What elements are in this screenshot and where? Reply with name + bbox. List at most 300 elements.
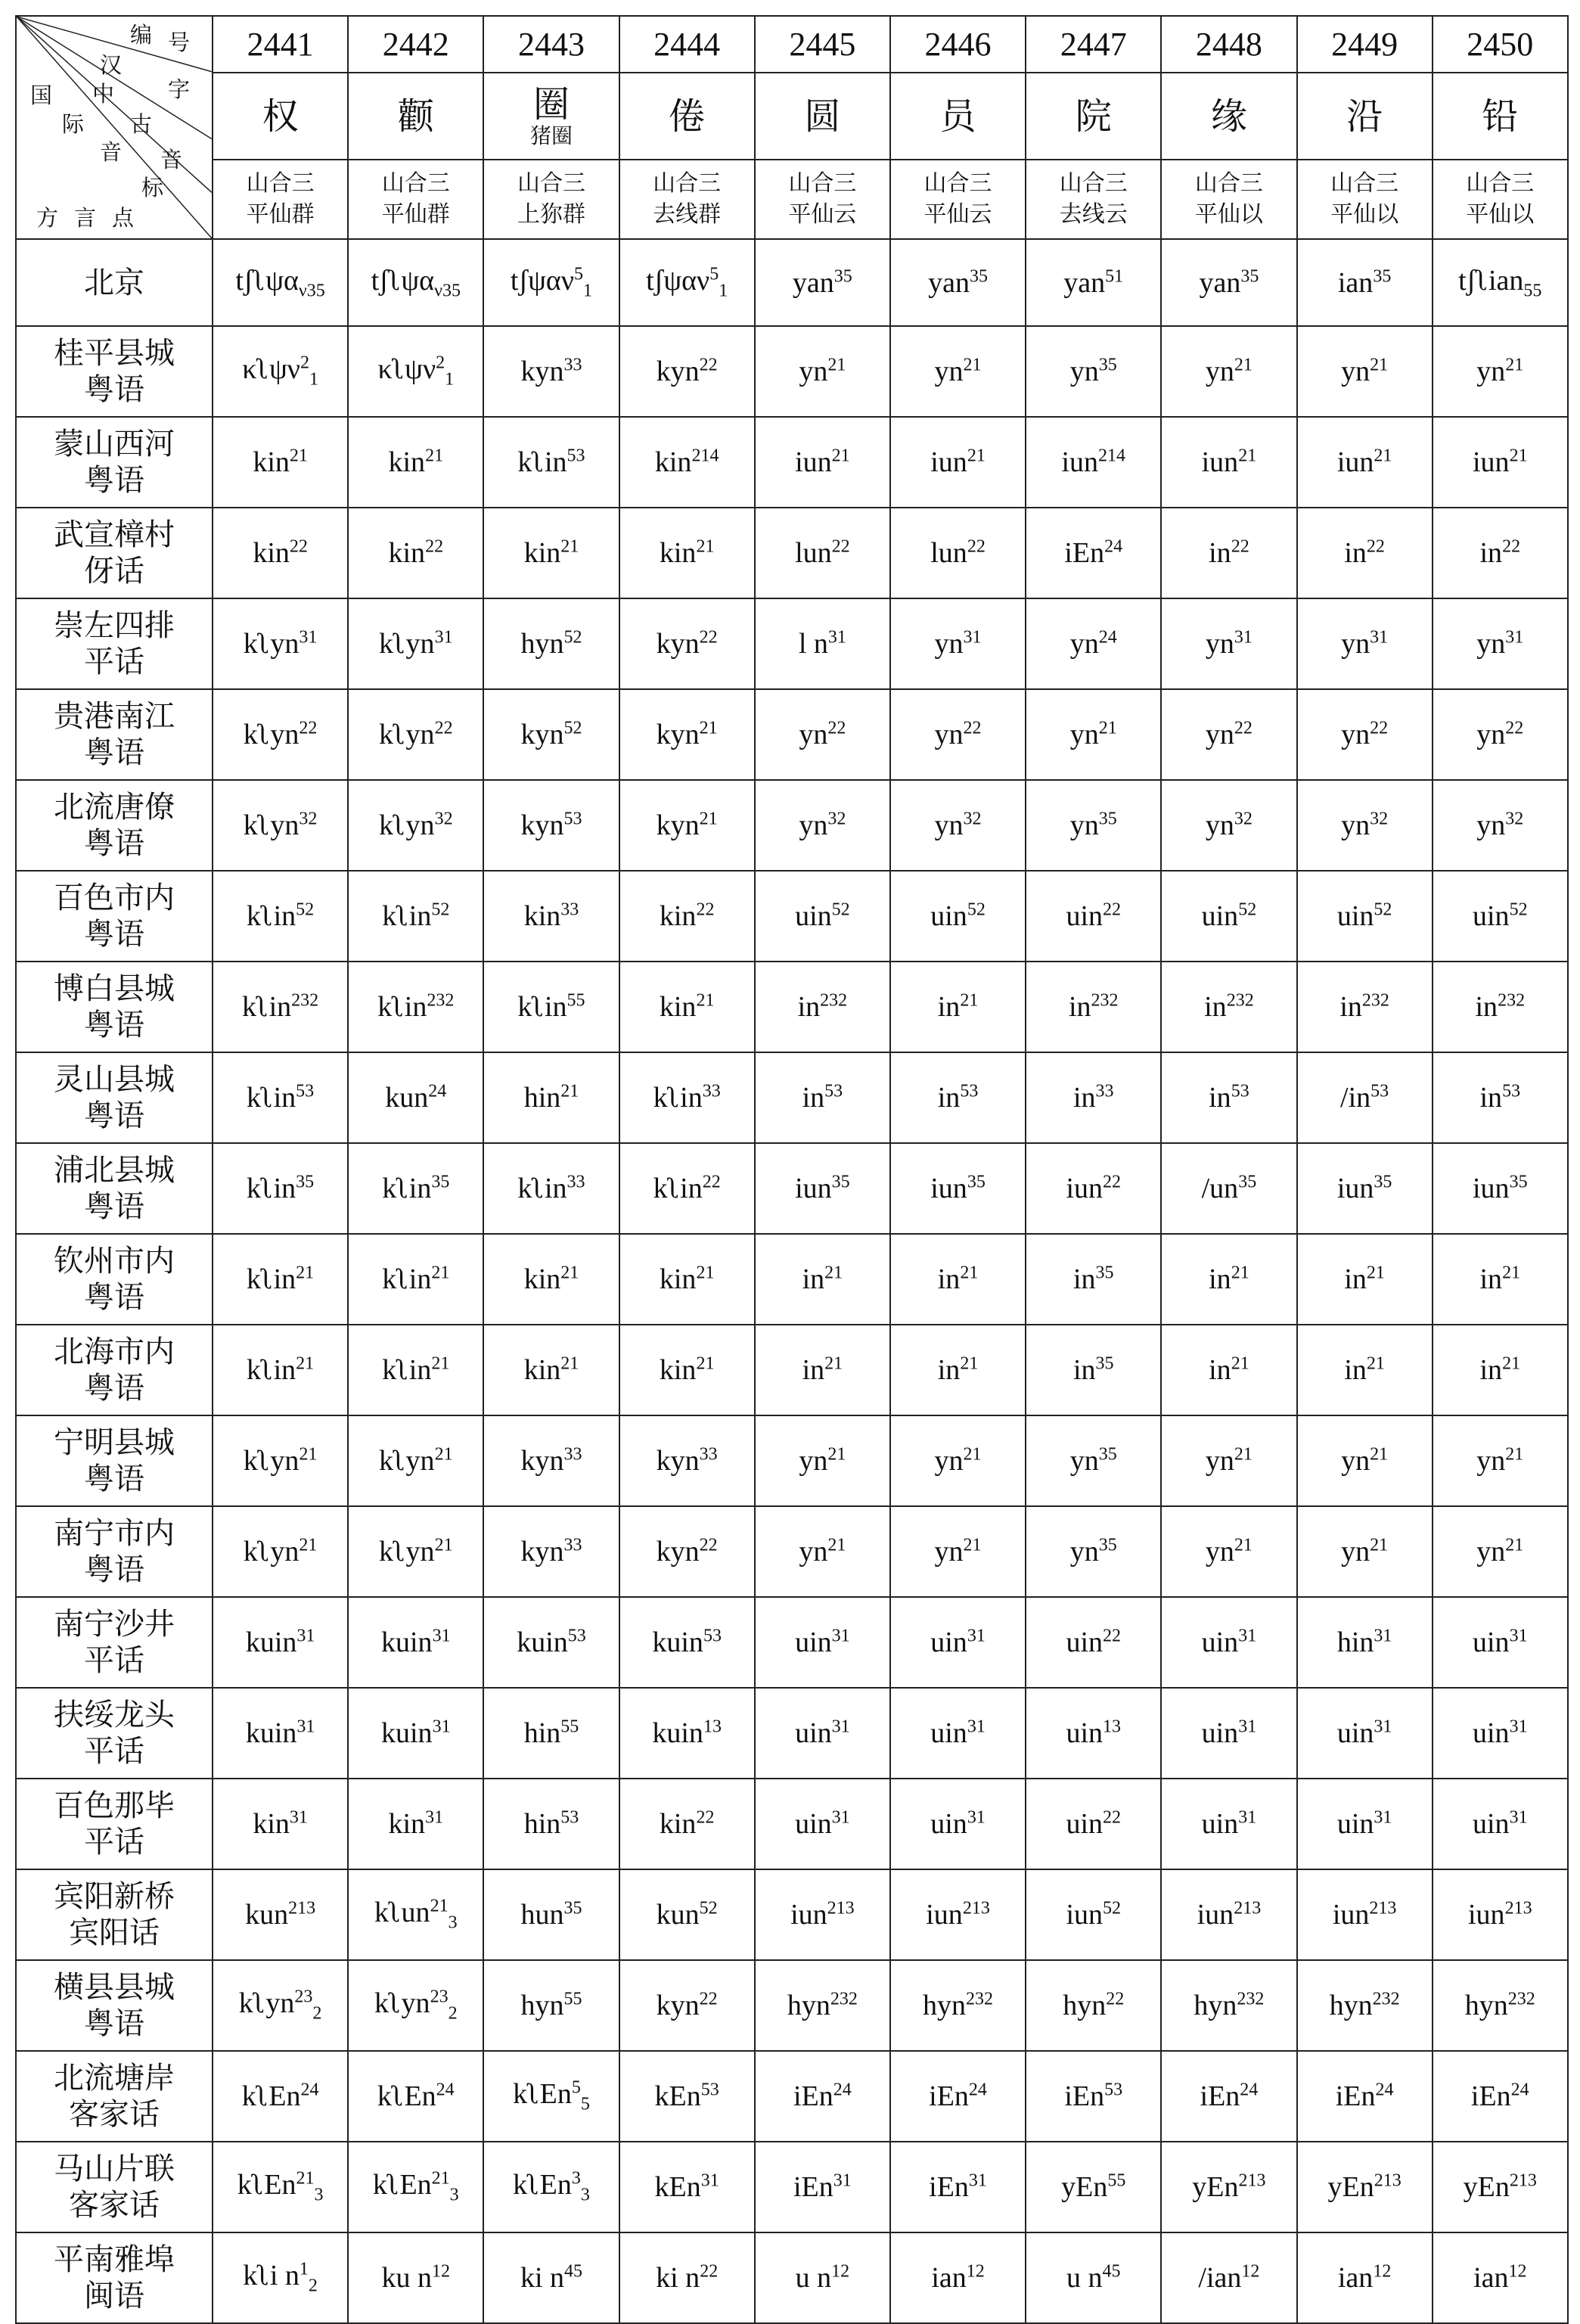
header-char: 铅 bbox=[1482, 95, 1519, 138]
tone-subscript: 1 bbox=[445, 369, 455, 390]
place-name bbox=[16, 417, 213, 508]
place-name bbox=[16, 1143, 213, 1234]
pronunciation-cell bbox=[213, 1779, 348, 1869]
pronunciation-cell bbox=[755, 2232, 890, 2323]
tone-superscript: 53 bbox=[296, 1081, 315, 1101]
tone-superscript: 32 bbox=[299, 809, 318, 829]
pronunciation-base: kyn bbox=[520, 719, 564, 750]
pronunciation-base: hun bbox=[520, 1899, 564, 1931]
place-name-line: 横县县城 bbox=[54, 1970, 175, 2005]
tone-superscript: 12 bbox=[1508, 2261, 1527, 2282]
pronunciation-cell bbox=[755, 871, 890, 962]
pronunciation-base: kʅin bbox=[382, 1263, 432, 1295]
pronunciation-cell bbox=[1433, 2051, 1568, 2142]
pronunciation-cell bbox=[213, 1052, 348, 1143]
pronunciation-base: kin bbox=[659, 900, 697, 932]
table-row bbox=[16, 1234, 1568, 1325]
table-row bbox=[16, 1688, 1568, 1779]
pronunciation-cell bbox=[1026, 1052, 1161, 1143]
place-name-line: 武宣樟村 bbox=[54, 517, 175, 552]
place-name-line: 宾阳话 bbox=[69, 1915, 160, 1950]
pronunciation-base: yn bbox=[799, 719, 828, 750]
tone-superscript: 52 bbox=[1374, 899, 1392, 920]
pronunciation-cell bbox=[1433, 1869, 1568, 1960]
pronunciation-base: in bbox=[937, 1082, 961, 1114]
pronunciation-cell bbox=[1026, 1325, 1161, 1415]
tone-superscript: 31 bbox=[425, 1807, 444, 1828]
pronunciation-base: yn bbox=[799, 1445, 828, 1477]
middle-chinese-line: 平仙云 bbox=[923, 200, 992, 228]
table-row bbox=[16, 1960, 1568, 2051]
pronunciation-cell bbox=[1297, 508, 1433, 598]
tone-superscript: 35 bbox=[431, 1172, 450, 1192]
pronunciation-base: yn bbox=[1205, 719, 1234, 750]
tone-superscript: 22 bbox=[434, 718, 453, 738]
pronunciation-cell bbox=[1297, 1234, 1433, 1325]
pronunciation-cell bbox=[1161, 689, 1296, 780]
header-number-row bbox=[16, 16, 1568, 73]
pronunciation-base: yn bbox=[1205, 809, 1234, 841]
tone-superscript: 22 bbox=[1103, 1626, 1121, 1646]
table-row bbox=[16, 962, 1568, 1052]
pronunciation-cell bbox=[1026, 508, 1161, 598]
pronunciation-cell bbox=[1161, 1415, 1296, 1506]
tone-superscript: 232 bbox=[1372, 1989, 1400, 2009]
pronunciation-base: l n bbox=[798, 628, 828, 660]
pronunciation-cell bbox=[619, 689, 755, 780]
tone-superscript: 21 bbox=[1505, 1535, 1524, 1555]
pronunciation-base: /ian bbox=[1198, 2262, 1242, 2294]
tone-superscript: 21 bbox=[963, 355, 982, 375]
tone-superscript: 21 bbox=[963, 1535, 982, 1555]
pronunciation-cell bbox=[755, 2051, 890, 2142]
header-number: 2444 bbox=[619, 16, 755, 73]
pronunciation-base: yn bbox=[1205, 1536, 1234, 1567]
pronunciation-base: yan bbox=[928, 266, 970, 299]
header-char-cell bbox=[348, 73, 483, 160]
tone-superscript: 21 bbox=[960, 990, 979, 1011]
tone-superscript: 53 bbox=[1502, 1081, 1521, 1101]
pronunciation-cell bbox=[1297, 326, 1433, 417]
tone-superscript: 12 bbox=[1241, 2261, 1260, 2282]
tone-superscript: 31 bbox=[1509, 1717, 1528, 1737]
header-middle-chinese bbox=[619, 160, 755, 239]
pronunciation-base: yn bbox=[934, 719, 964, 750]
tone-subscript: 55 bbox=[1523, 281, 1542, 301]
pronunciation-base: yn bbox=[799, 356, 828, 387]
pronunciation-base: kyn bbox=[656, 628, 700, 660]
tone-superscript: 53 bbox=[1231, 1081, 1249, 1101]
pronunciation-cell bbox=[890, 2232, 1026, 2323]
pronunciation-cell bbox=[1297, 1779, 1433, 1869]
pronunciation-cell bbox=[890, 2142, 1026, 2232]
table-row bbox=[16, 1779, 1568, 1869]
header-middle-chinese bbox=[1433, 160, 1568, 239]
pronunciation-cell bbox=[1161, 1325, 1296, 1415]
pronunciation-cell bbox=[890, 1415, 1026, 1506]
tone-superscript: 31 bbox=[289, 1807, 308, 1828]
tone-superscript: 12 bbox=[831, 2261, 850, 2282]
pronunciation-cell bbox=[755, 780, 890, 871]
tone-superscript: 31 bbox=[963, 627, 982, 648]
tone-superscript: 21 bbox=[696, 990, 715, 1011]
pronunciation-base: kyn bbox=[656, 356, 700, 387]
corner-header bbox=[16, 16, 213, 239]
tone-superscript: 31 bbox=[1238, 1807, 1257, 1828]
pronunciation-cell bbox=[1297, 1506, 1433, 1597]
header-char-cell bbox=[1026, 73, 1161, 160]
place-name-line: 百色市内 bbox=[54, 881, 175, 915]
pronunciation-cell bbox=[348, 1325, 483, 1415]
pronunciation-cell bbox=[1433, 508, 1568, 598]
pronunciation-cell bbox=[1297, 780, 1433, 871]
pronunciation-base: kEn bbox=[654, 2171, 701, 2203]
pronunciation-base: yn bbox=[799, 1536, 828, 1567]
pronunciation-base: tʃψαν bbox=[646, 264, 710, 297]
tone-superscript: 22 bbox=[1103, 1172, 1121, 1192]
pronunciation-cell bbox=[755, 1415, 890, 1506]
tone-superscript: 1 bbox=[299, 2259, 309, 2279]
pronunciation-cell bbox=[483, 1779, 619, 1869]
pronunciation-base: iEn bbox=[793, 2080, 833, 2112]
tone-superscript: 213 bbox=[1369, 1898, 1397, 1919]
place-name-line: 粤语 bbox=[84, 1462, 144, 1496]
pronunciation-base: kʅin bbox=[242, 991, 292, 1023]
tone-subscript: 3 bbox=[448, 1912, 458, 1933]
tone-superscript: 213 bbox=[1238, 2170, 1266, 2191]
header-number: 2446 bbox=[890, 16, 1026, 73]
pronunciation-cell bbox=[1161, 1143, 1296, 1234]
place-name-line: 平话 bbox=[84, 1825, 144, 1860]
pronunciation-cell bbox=[619, 508, 755, 598]
pronunciation-cell bbox=[1161, 1597, 1296, 1688]
pronunciation-base: kʅyn bbox=[378, 1536, 435, 1567]
table-row bbox=[16, 689, 1568, 780]
tone-superscript: 21 bbox=[960, 1353, 979, 1374]
tone-superscript: 31 bbox=[833, 2170, 852, 2191]
tone-superscript: 31 bbox=[831, 1626, 850, 1646]
pronunciation-cell bbox=[348, 1779, 483, 1869]
pronunciation-base: iEn bbox=[1470, 2080, 1511, 2112]
corner-label: 中 bbox=[92, 81, 115, 107]
pronunciation-base: iun bbox=[930, 446, 967, 478]
pronunciation-base: yn bbox=[1476, 719, 1506, 750]
place-name-line: 粤语 bbox=[84, 826, 144, 861]
tone-superscript: 22 bbox=[699, 1535, 718, 1555]
tone-superscript: 232 bbox=[966, 1989, 994, 2009]
tone-superscript: 22 bbox=[967, 536, 986, 557]
pronunciation-base: yn bbox=[1341, 1536, 1370, 1567]
place-name-line: 平话 bbox=[84, 645, 144, 679]
pronunciation-base: kyn bbox=[520, 356, 564, 387]
header-middle-chinese bbox=[755, 160, 890, 239]
tone-superscript: 32 bbox=[1234, 809, 1253, 829]
pronunciation-base: yn bbox=[934, 628, 964, 660]
pronunciation-cell bbox=[755, 1960, 890, 2051]
pronunciation-cell bbox=[619, 2142, 755, 2232]
tone-superscript: 31 bbox=[700, 2170, 719, 2191]
tone-superscript: 21 bbox=[696, 1353, 715, 1374]
pronunciation-base: iun bbox=[1473, 1173, 1510, 1204]
pronunciation-base: hin bbox=[523, 1808, 561, 1840]
tone-superscript: 31 bbox=[831, 1717, 850, 1737]
tone-superscript: 35 bbox=[1240, 266, 1259, 286]
header-middle-chinese bbox=[1026, 160, 1161, 239]
pronunciation-base: /un bbox=[1201, 1173, 1239, 1204]
tone-superscript: 12 bbox=[966, 2261, 985, 2282]
pronunciation-cell bbox=[1297, 239, 1433, 326]
corner-label: 号 bbox=[168, 30, 191, 55]
place-name-line: 扶绥龙头 bbox=[54, 1698, 175, 1732]
pronunciation-cell bbox=[1026, 239, 1161, 326]
pronunciation-base: uin bbox=[1066, 1717, 1103, 1749]
tone-superscript: 213 bbox=[1234, 1898, 1262, 1919]
pronunciation-cell bbox=[1161, 2051, 1296, 2142]
pronunciation-base: in bbox=[1475, 991, 1498, 1023]
tone-superscript: 22 bbox=[831, 536, 850, 557]
pronunciation-cell bbox=[755, 326, 890, 417]
pronunciation-cell bbox=[213, 239, 348, 326]
pronunciation-cell bbox=[213, 1325, 348, 1415]
tone-superscript: 22 bbox=[696, 899, 715, 920]
pronunciation-cell bbox=[483, 239, 619, 326]
pronunciation-base: κʅψν bbox=[377, 353, 436, 386]
pronunciation-cell bbox=[1026, 326, 1161, 417]
pronunciation-cell bbox=[1433, 871, 1568, 962]
tone-superscript: 31 bbox=[296, 1717, 315, 1737]
pronunciation-cell bbox=[1026, 962, 1161, 1052]
tone-subscript: 3 bbox=[449, 2185, 459, 2205]
corner-label: 言 bbox=[74, 205, 97, 231]
pronunciation-cell bbox=[1297, 871, 1433, 962]
pronunciation-cell bbox=[348, 1597, 483, 1688]
pronunciation-cell bbox=[619, 871, 755, 962]
tone-superscript: 21 bbox=[1231, 1353, 1249, 1374]
tone-superscript: 21 bbox=[963, 1444, 982, 1465]
pronunciation-cell bbox=[1297, 1325, 1433, 1415]
pronunciation-base: in bbox=[802, 1263, 825, 1295]
pronunciation-cell bbox=[755, 2142, 890, 2232]
pronunciation-base: yn bbox=[1205, 628, 1234, 660]
middle-chinese-line: 山合三 bbox=[923, 170, 992, 197]
pronunciation-base: hin bbox=[523, 1082, 561, 1114]
header-number: 2441 bbox=[213, 16, 348, 73]
pronunciation-cell bbox=[483, 1234, 619, 1325]
pronunciation-base: ki n bbox=[656, 2262, 700, 2294]
header-number: 2445 bbox=[755, 16, 890, 73]
tone-superscript: 24 bbox=[1375, 2080, 1394, 2100]
pronunciation-base: in bbox=[1344, 537, 1367, 569]
tone-superscript: 21 bbox=[827, 1444, 846, 1465]
tone-superscript: 31 bbox=[1374, 1626, 1392, 1646]
pronunciation-cell bbox=[890, 598, 1026, 689]
pronunciation-base: yn bbox=[934, 1536, 964, 1567]
tone-superscript: 24 bbox=[300, 2080, 319, 2100]
tone-superscript: 22 bbox=[963, 718, 982, 738]
pronunciation-base: kin bbox=[523, 1354, 561, 1386]
tone-superscript: 55 bbox=[563, 1989, 582, 2009]
pronunciation-base: kuin bbox=[381, 1717, 433, 1749]
header-char-cell bbox=[213, 73, 348, 160]
middle-chinese-line: 平仙群 bbox=[246, 200, 315, 228]
pronunciation-cell bbox=[890, 2051, 1026, 2142]
tone-superscript: 52 bbox=[1509, 899, 1528, 920]
tone-superscript: 35 bbox=[1373, 266, 1392, 286]
pronunciation-base: yan bbox=[1199, 266, 1241, 299]
pronunciation-base: yan bbox=[792, 266, 834, 299]
pronunciation-cell bbox=[1161, 780, 1296, 871]
tone-superscript: 22 bbox=[699, 627, 718, 648]
header-char: 颧 bbox=[397, 95, 434, 138]
pronunciation-cell bbox=[1026, 2142, 1161, 2232]
place-name bbox=[16, 871, 213, 962]
place-name-line: 浦北县城 bbox=[54, 1153, 175, 1188]
place-name-line: 粤语 bbox=[84, 463, 144, 498]
pronunciation-base: iun bbox=[1468, 1899, 1505, 1931]
tone-superscript: 21 bbox=[1366, 1263, 1385, 1283]
pronunciation-base: yn bbox=[934, 1445, 964, 1477]
tone-superscript: 31 bbox=[1238, 1626, 1257, 1646]
pronunciation-cell bbox=[213, 2051, 348, 2142]
tone-superscript: 22 bbox=[289, 536, 308, 557]
pronunciation-base: ian bbox=[1473, 2262, 1509, 2294]
tone-superscript: 213 bbox=[1509, 2170, 1537, 2191]
tone-superscript: 3 bbox=[571, 2168, 581, 2189]
tone-superscript: 35 bbox=[1238, 1172, 1257, 1192]
pronunciation-cell bbox=[213, 1506, 348, 1597]
tone-superscript: 35 bbox=[969, 266, 988, 286]
pronunciation-cell bbox=[1433, 1688, 1568, 1779]
pronunciation-base: yn bbox=[1069, 719, 1099, 750]
pronunciation-cell bbox=[890, 871, 1026, 962]
pronunciation-cell bbox=[890, 417, 1026, 508]
tone-subscript: 5 bbox=[580, 2094, 590, 2114]
pronunciation-cell bbox=[483, 1960, 619, 2051]
pronunciation-base: iun bbox=[790, 1899, 827, 1931]
place-name bbox=[16, 1325, 213, 1415]
tone-superscript: 53 bbox=[1104, 2080, 1123, 2100]
pronunciation-cell bbox=[1433, 1506, 1568, 1597]
tone-superscript: 33 bbox=[563, 1444, 582, 1465]
place-name-line: 平话 bbox=[84, 1734, 144, 1769]
pronunciation-cell bbox=[483, 1869, 619, 1960]
pronunciation-base: uin bbox=[930, 1626, 967, 1658]
pronunciation-base: kun bbox=[385, 1082, 429, 1114]
pronunciation-base: kuin bbox=[381, 1626, 433, 1658]
place-name bbox=[16, 1052, 213, 1143]
tone-subscript: ν35 bbox=[298, 281, 325, 301]
table-row bbox=[16, 2232, 1568, 2323]
pronunciation-cell bbox=[348, 689, 483, 780]
tone-superscript: 24 bbox=[1240, 2080, 1259, 2100]
pronunciation-cell bbox=[483, 2232, 619, 2323]
pronunciation-cell bbox=[1433, 2232, 1568, 2323]
pronunciation-base: kʅyn bbox=[243, 719, 300, 750]
pronunciation-base: iun bbox=[1201, 446, 1239, 478]
middle-chinese-line: 山合三 bbox=[246, 170, 315, 197]
pronunciation-cell bbox=[1297, 417, 1433, 508]
pronunciation-base: iun bbox=[926, 1899, 963, 1931]
pronunciation-base: in bbox=[1068, 991, 1091, 1023]
pronunciation-cell bbox=[1433, 1597, 1568, 1688]
pronunciation-cell bbox=[348, 239, 483, 326]
pronunciation-cell bbox=[755, 689, 890, 780]
pronunciation-base: yn bbox=[1069, 356, 1099, 387]
pronunciation-cell bbox=[1297, 1960, 1433, 2051]
pronunciation-cell bbox=[1161, 1688, 1296, 1779]
pronunciation-base: kun bbox=[656, 1899, 700, 1931]
tone-superscript: 5 bbox=[709, 264, 719, 284]
tone-superscript: 31 bbox=[968, 2170, 987, 2191]
pronunciation-cell bbox=[1433, 1143, 1568, 1234]
tone-superscript: 22 bbox=[1234, 718, 1253, 738]
pronunciation-cell bbox=[213, 871, 348, 962]
pronunciation-cell bbox=[619, 1143, 755, 1234]
pronunciation-base: uin bbox=[795, 1717, 832, 1749]
pronunciation-cell bbox=[1297, 598, 1433, 689]
tone-superscript: 32 bbox=[1370, 809, 1389, 829]
pronunciation-cell bbox=[348, 1052, 483, 1143]
tone-superscript: 21 bbox=[560, 1263, 579, 1283]
pronunciation-base: iun bbox=[1066, 1173, 1103, 1204]
tone-superscript: 22 bbox=[699, 1989, 718, 2009]
pronunciation-cell bbox=[1161, 1779, 1296, 1869]
place-name-line: 南宁市内 bbox=[54, 1516, 175, 1551]
table-row bbox=[16, 780, 1568, 871]
place-name-line: 北海市内 bbox=[54, 1334, 175, 1369]
tone-superscript: 31 bbox=[1370, 627, 1389, 648]
pronunciation-base: yEn bbox=[1061, 2171, 1108, 2203]
pronunciation-cell bbox=[1297, 1597, 1433, 1688]
pronunciation-cell bbox=[619, 2051, 755, 2142]
tone-subscript: 3 bbox=[580, 2185, 590, 2205]
pronunciation-cell bbox=[213, 417, 348, 508]
pronunciation-cell bbox=[213, 1960, 348, 2051]
pronunciation-base: uin bbox=[1473, 1626, 1510, 1658]
tone-superscript: 22 bbox=[1106, 1989, 1125, 2009]
tone-superscript: 2 bbox=[300, 353, 309, 373]
pronunciation-base: kin bbox=[654, 446, 692, 478]
pronunciation-cell bbox=[755, 598, 890, 689]
pronunciation-base: in bbox=[937, 991, 961, 1023]
tone-superscript: 13 bbox=[703, 1717, 722, 1737]
place-name-line: 粤语 bbox=[84, 735, 144, 770]
tone-superscript: 21 bbox=[699, 718, 718, 738]
pronunciation-base: kyn bbox=[520, 809, 564, 841]
pronunciation-cell bbox=[483, 871, 619, 962]
pronunciation-cell bbox=[213, 689, 348, 780]
pronunciation-cell bbox=[213, 1869, 348, 1960]
place-name bbox=[16, 1506, 213, 1597]
middle-chinese-line: 平仙云 bbox=[788, 200, 857, 228]
pronunciation-cell bbox=[1433, 1052, 1568, 1143]
pronunciation-cell bbox=[1161, 1506, 1296, 1597]
tone-superscript: 214 bbox=[1098, 446, 1125, 466]
pronunciation-base: in bbox=[1344, 1354, 1367, 1386]
pronunciation-cell bbox=[1433, 1325, 1568, 1415]
pronunciation-base: iEn bbox=[1064, 537, 1105, 569]
middle-chinese-line: 山合三 bbox=[1466, 170, 1535, 197]
pronunciation-base: uin bbox=[1201, 1808, 1239, 1840]
tone-superscript: 21 bbox=[1231, 1263, 1249, 1283]
pronunciation-base: kuin bbox=[517, 1626, 568, 1658]
place-name-line: 客家话 bbox=[69, 2097, 160, 2132]
pronunciation-base: yn bbox=[1476, 1445, 1506, 1477]
pronunciation-base: iun bbox=[1066, 1899, 1103, 1931]
tone-superscript: 21 bbox=[1502, 1353, 1521, 1374]
corner-label: 际 bbox=[62, 111, 85, 137]
tone-superscript: 24 bbox=[436, 2080, 455, 2100]
